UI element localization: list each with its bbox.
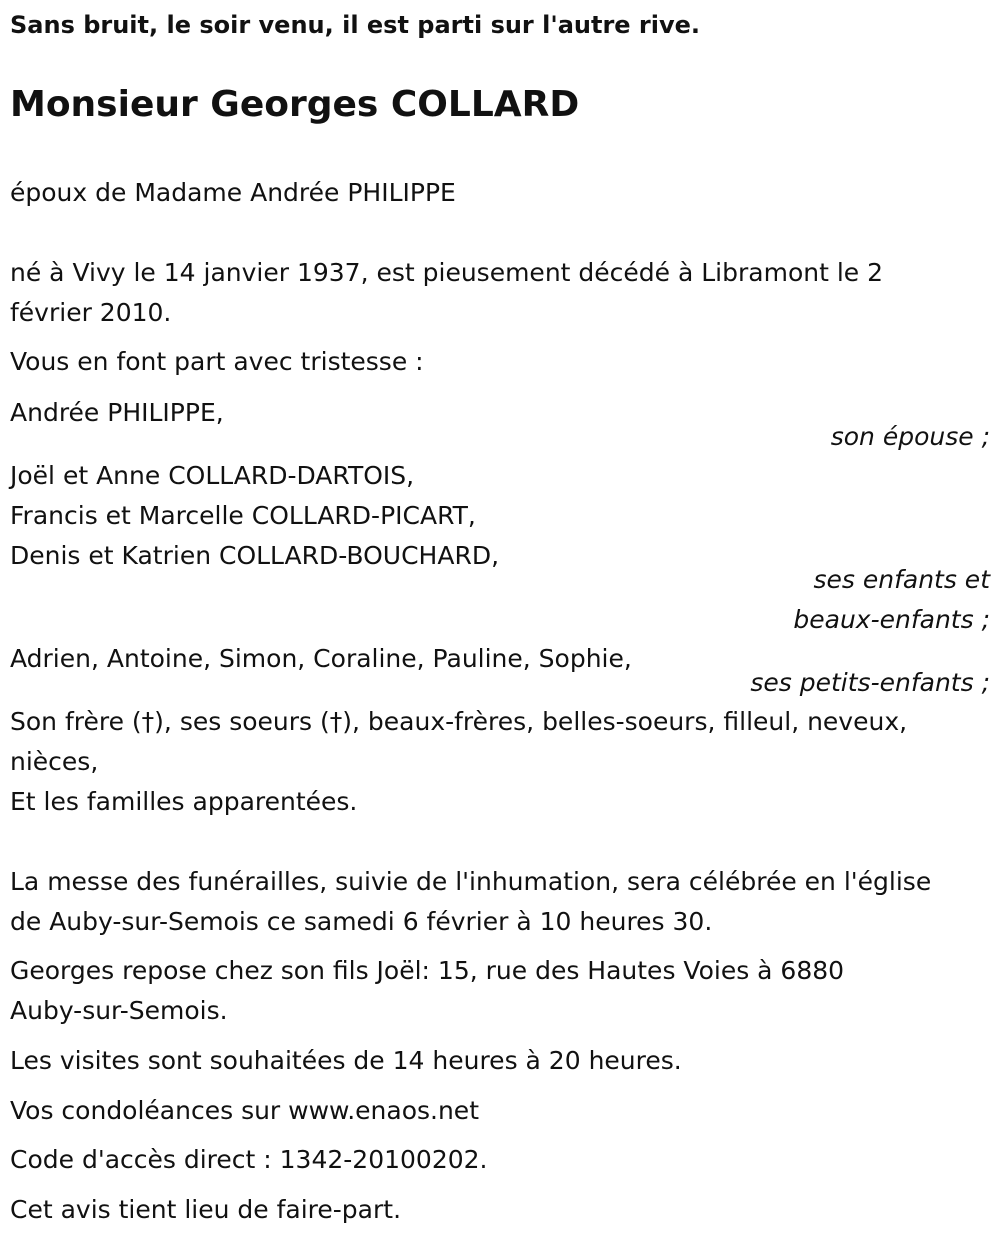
announcement-line: Vous en font part avec tristesse : (10, 347, 424, 376)
grandchildren-line: Adrien, Antoine, Simon, Coraline, Pauline, Sophie, (10, 644, 632, 673)
child-line-2: Francis et Marcelle COLLARD-PICART, (10, 501, 476, 530)
headline: Sans bruit, le soir venu, il est parti sur l'autre rive. (10, 11, 701, 39)
birth-death-line-2: février 2010. (10, 298, 172, 327)
grandchildren-role: ses petits-enfants ; (750, 668, 990, 697)
wife-role: son épouse ; (830, 422, 990, 451)
closing-line: Cet avis tient lieu de faire-part. (10, 1195, 402, 1224)
mass-line-2: de Auby-sur-Semois ce samedi 6 février à 10 heures 30. (10, 907, 713, 936)
mass-line-1: La messe des funérailles, suivie de l'inhumation, sera célébrée en l'église (10, 867, 932, 896)
family-line-2: nièces, (10, 747, 99, 776)
child-line-3: Denis et Katrien COLLARD-BOUCHARD, (10, 541, 500, 570)
child-line-1: Joël et Anne COLLARD-DARTOIS, (10, 461, 415, 490)
spouse-line: époux de Madame Andrée PHILIPPE (10, 178, 456, 207)
birth-death-line-1: né à Vivy le 14 janvier 1937, est pieusement décédé à Libramont le 2 (10, 258, 884, 287)
family-line-1: Son frère (†), ses soeurs (†), beaux-frères, belles-soeurs, filleul, neveux, (10, 707, 908, 736)
visits-line: Les visites sont souhaitées de 14 heures à 20 heures. (10, 1046, 682, 1075)
condolences-line: Vos condoléances sur www.enaos.net (10, 1096, 479, 1125)
rest-line-2: Auby-sur-Semois. (10, 996, 228, 1025)
rest-line-1: Georges repose chez son fils Joël: 15, rue des Hautes Voies à 6880 (10, 956, 845, 985)
children-role-1: ses enfants et (813, 565, 990, 594)
deceased-name: Monsieur Georges COLLARD (10, 84, 580, 125)
children-role-2: beaux-enfants ; (793, 605, 990, 634)
family-line-3: Et les familles apparentées. (10, 787, 358, 816)
wife-name: Andrée PHILIPPE, (10, 398, 224, 427)
access-code-line: Code d'accès direct : 1342-20100202. (10, 1145, 488, 1174)
